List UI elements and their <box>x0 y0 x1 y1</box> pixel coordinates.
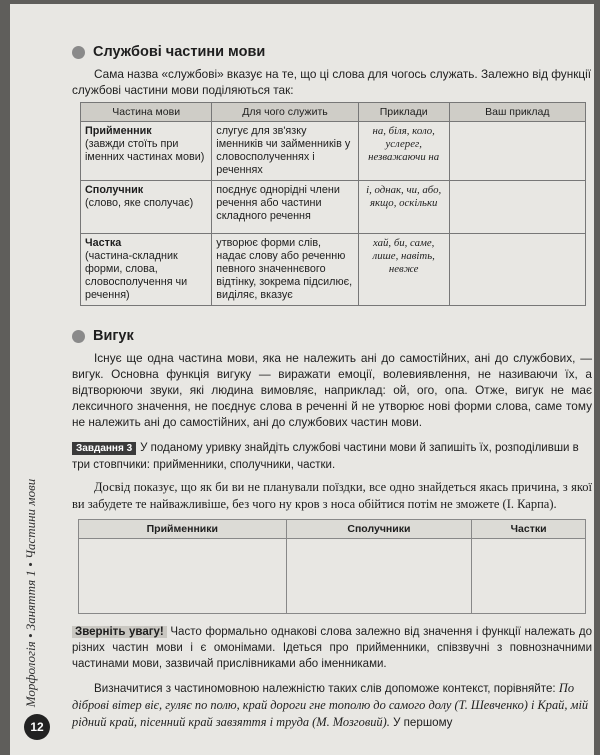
part-name: Частка <box>85 237 122 249</box>
task-text: У поданому уривку знайдіть службові частини мови й запишіть їх, розподіливши в три стовпчики: прийменники, сполучники, частки. <box>72 442 579 471</box>
task-quote: Досвід показує, що як би ви не планували поїздки, все одно знайдеться якась причина, з якої ви забудете те найважливіше, без чого ну кров з носа обійтися потім не зможете (І. Карпа). <box>72 480 592 511</box>
part-examples: на, біля, коло, услерег, незважаючи на <box>358 122 449 181</box>
interjection-paragraph: Існує ще одна частина мови, яка не належить ані до самостійних, ані до службових, — вигук. Основна функція вигуку — виражати емоції, волевиявлення, не називаючи їх, а відтворюючи звуки, які людина вимовляє, наприклад: ой, ого, опа. Отже, вигук не має лексичного значення, не поєднує слова в реченні й не утворює нові форми слова, саме тому не належить ані до самостійних, ані до службових частин мови. <box>72 351 592 429</box>
col-header-examples: Приклади <box>358 103 449 122</box>
answer-cell-particles[interactable] <box>472 539 586 614</box>
own-example-cell[interactable] <box>449 234 585 306</box>
part-name: Прийменник <box>85 125 152 137</box>
part-note: (частина-складник форми, слова, словосполучення чи речення) <box>85 250 188 301</box>
context-lead: Визначитися з частиномовною належністю таких слів допоможе контекст, порівняйте: <box>94 682 556 695</box>
answer-columns-table <box>78 519 586 614</box>
part-purpose: поєднує однорідні члени речення або частини складного речення <box>212 181 358 234</box>
context-paragraph <box>72 680 592 731</box>
table-row <box>81 234 586 306</box>
book-page <box>10 4 594 755</box>
task-3 <box>72 440 592 473</box>
part-name: Сполучник <box>85 184 144 196</box>
col-header-conjunctions: Сполучники <box>286 520 472 539</box>
attention-label: Зверніть увагу! <box>72 626 167 638</box>
side-running-title: Морфологія • Заняття 1 • Частини мови <box>23 478 39 708</box>
attention-note <box>72 624 592 672</box>
bullet-icon <box>72 330 85 343</box>
table-row <box>81 181 586 234</box>
own-example-cell[interactable] <box>449 122 585 181</box>
part-note: (завжди стоїть при іменних частинах мови) <box>85 138 205 163</box>
col-header-particles: Частки <box>472 520 586 539</box>
intro-paragraph: Сама назва «службові» вказує на те, що ці слова для чогось служать. Залежно від функції службові частини мови поділяються так: <box>72 67 592 97</box>
section-heading-interjection: Вигук <box>72 328 592 344</box>
parts-of-speech-table <box>80 102 586 306</box>
col-header-own: Ваш приклад <box>449 103 585 122</box>
context-example: По діброві вітер віє, гуляє по полю, край дороги гне тополю до самого долу (Т. Шевченко) і Край, мій рідний край, пісенний край завзяття і труда (М. Мозговий). <box>72 681 589 729</box>
attention-text: Часто формально однакові слова залежно від значення і функції належать до різних частин мови і є омонімами. Ідеться про прийменники, співзвучні з повнозначними частинами мови, зазвичай прислівниками або іменниками. <box>72 626 593 670</box>
page-number: 12 <box>24 714 50 740</box>
context-tail: У першому <box>393 716 453 729</box>
col-header-purpose: Для чого служить <box>212 103 358 122</box>
part-examples: хай, би, саме, лише, навіть, невже <box>358 234 449 306</box>
task-label: Завдання 3 <box>72 442 136 455</box>
col-header-prepositions: Прийменники <box>79 520 287 539</box>
answer-cell-conjunctions[interactable] <box>286 539 472 614</box>
part-examples: і, однак, чи, або, якщо, оскільки <box>358 181 449 234</box>
answer-cell-prepositions[interactable] <box>79 539 287 614</box>
part-note: (слово, яке сполучає) <box>85 197 194 209</box>
own-example-cell[interactable] <box>449 181 585 234</box>
section-heading-service-parts: Службові частини мови <box>72 44 592 60</box>
table-row <box>81 122 586 181</box>
bullet-icon <box>72 46 85 59</box>
part-purpose: слугує для зв'язку іменників чи займенників у словосполученнях і реченнях <box>212 122 358 181</box>
col-header-part: Частина мови <box>81 103 212 122</box>
part-purpose: утворює форми слів, надає слову або реченню певного значеннєвого відтінку, зокрема підсилює, виділяє, вказує <box>212 234 358 306</box>
